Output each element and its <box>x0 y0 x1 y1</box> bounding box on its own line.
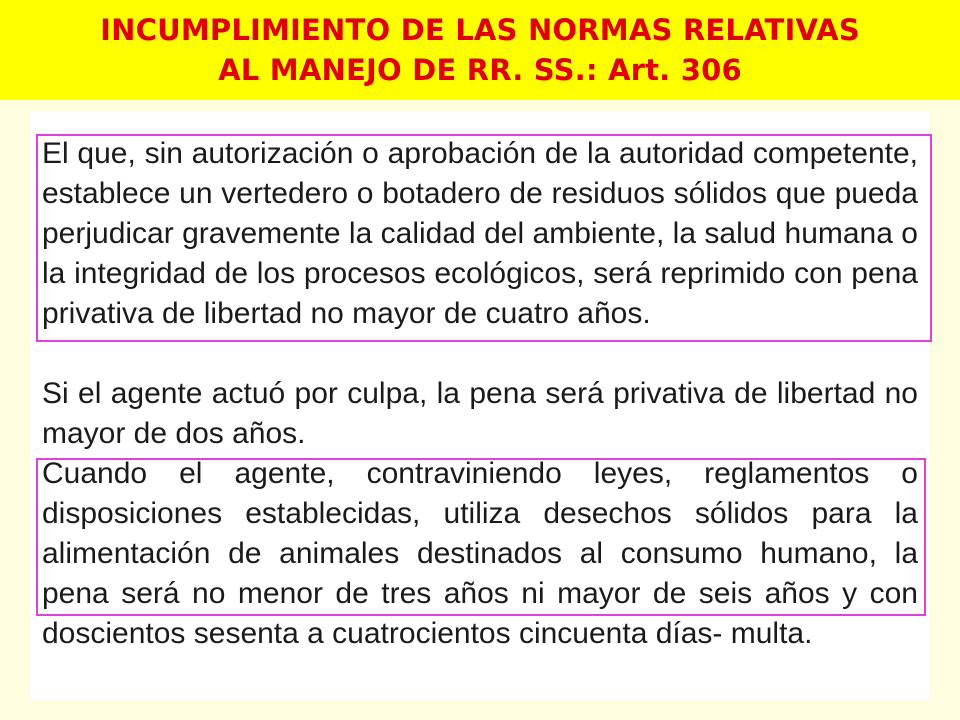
slide-title-line-2: AL MANEJO DE RR. SS.: Art. 306 <box>218 53 742 87</box>
title-banner <box>0 0 960 100</box>
article-paragraph-2: Si el agente actuó por culpa, la pena será privativa de libertad no mayor de dos años. <box>42 377 918 450</box>
article-paragraph-3: Cuando el agente, contraviniendo leyes, reglamentos o disposiciones establecidas, utiliza desechos sólidos para la alimentación de animales destinados al consumo humano, la pena será no menor de tres años ni mayor de seis años y con doscientos sesenta a cuatrocientos cincuenta días- multa. <box>42 457 918 650</box>
article-paragraph-1: El que, sin autorización o aprobación de la autoridad competente, establece un vertedero o botadero de residuos sólidos que pueda perjudicar gravemente la calidad del ambiente, la salud humana o la integridad de los procesos ecológicos, será reprimido con pena privativa de libertad no mayor de cuatro años. <box>42 137 918 330</box>
highlight-box-2 <box>36 458 926 616</box>
highlight-box-1 <box>36 134 932 342</box>
slide-title-line-1: INCUMPLIMIENTO DE LAS NORMAS RELATIVAS <box>100 13 860 47</box>
article-text-scan <box>30 112 930 700</box>
